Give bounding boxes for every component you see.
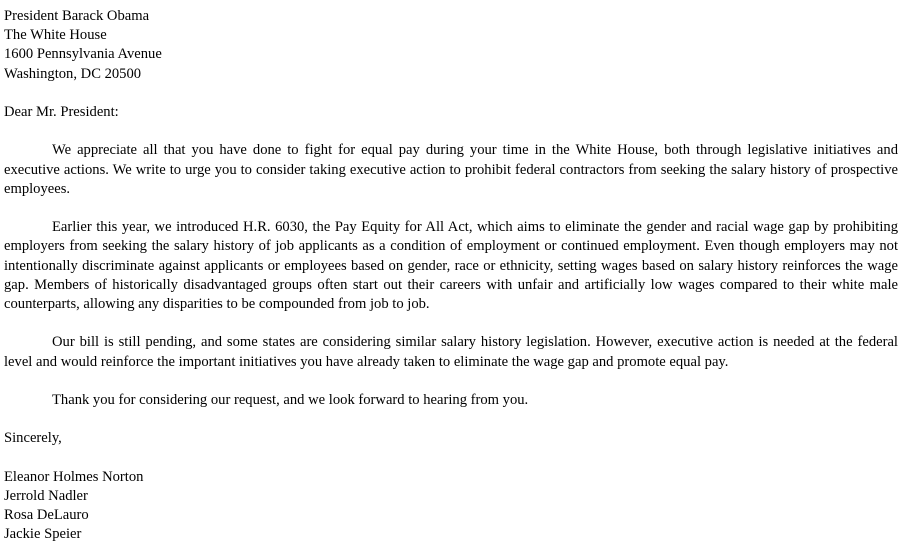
paragraph-executive-action: Our bill is still pending, and some states are considering similar salary history legislation. However, executive action is needed at the federal level and would reinforce the important initiatives you have already taken to eliminate the wage gap and promote equal pay.	[4, 334, 898, 370]
signatories-list	[4, 468, 898, 545]
paragraph-appreciation: We appreciate all that you have done to fight for equal pay during your time in the White House, both through legislative initiatives and executive actions. We write to urge you to consider taking executive action to prohibit federal contractors from seeking the salary history of prospective employees.	[4, 142, 898, 197]
signatory-name: Jackie Speier	[4, 526, 82, 543]
signatory-name: Rosa DeLauro	[4, 507, 89, 524]
recipient-address	[4, 7, 898, 84]
address-line-street: 1600 Pennsylvania Avenue	[4, 46, 162, 63]
address-line-city: Washington, DC 20500	[4, 65, 142, 82]
salutation: Dear Mr. President:	[4, 104, 119, 120]
signatory-name: Jerrold Nadler	[4, 487, 88, 504]
address-line-office: The White House	[4, 27, 107, 44]
closing: Sincerely,	[4, 430, 62, 447]
paragraph-bill-description: Earlier this year, we introduced H.R. 6030, the Pay Equity for All Act, which aims to eliminate the gender and racial wage gap by prohibiting employers from seeking the salary history of job applicants as a condition of employment or continued employment. Even though employers may not intentionally discriminate against applicants or employees based on gender, race or ethnicity, setting wages based on salary history reinforces the wage gap. Members of historically disadvantaged groups often start out their careers with unfair and artificially low wages compared to their white male counterparts, allowing any disparities to be compounded from job to job.	[4, 219, 898, 312]
address-line-name: President Barack Obama	[4, 8, 150, 24]
signatory-name: Eleanor Holmes Norton	[4, 468, 144, 485]
letter	[4, 7, 898, 545]
paragraph-thanks: Thank you for considering our request, and we look forward to hearing from you.	[52, 391, 529, 408]
